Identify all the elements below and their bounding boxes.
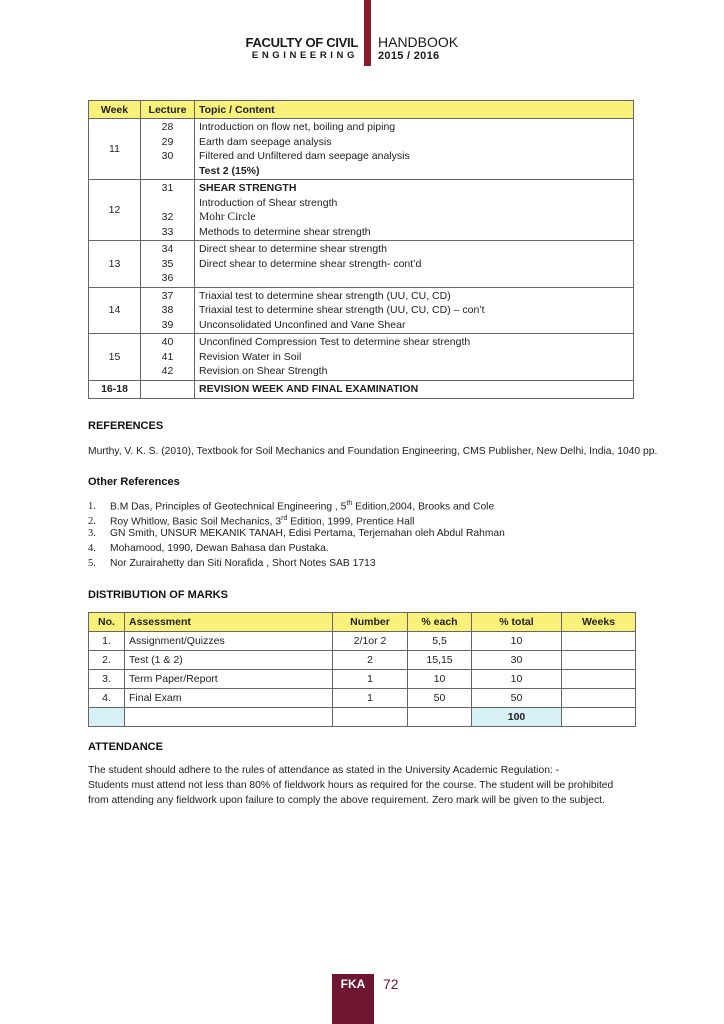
lecture-cell [141,180,195,241]
attendance-title: ATTENDANCE [88,741,163,753]
topic-cell [195,180,634,241]
col-assessment: Assessment [125,613,333,632]
topic-line: Revision on Shear Strength [199,365,328,377]
topic-line: Unconfined Compression Test to determine shear strength [199,336,471,348]
schedule-table [88,100,634,399]
each-cell: 10 [408,670,472,689]
topic-line: Triaxial test to determine shear strength (UU, CU, CD) – con’t [199,304,485,316]
total-blank [408,708,472,727]
col-topic: Topic / Content [195,101,634,119]
reference-text: Nor Zurairahetty dan Siti Norafida , Short Notes SAB 1713 [110,558,376,569]
lecture-number: 28 [161,121,174,133]
each-cell: 15,15 [408,651,472,670]
col-each: % each [408,613,472,632]
topic-line [199,271,629,286]
topic-line: Mohr Circle [199,211,256,223]
lecture-number: 41 [161,350,174,363]
assessment-cell: Term Paper/Report [125,670,333,689]
handbook-label: HANDBOOK [378,34,459,50]
reference-number: 2. [88,516,96,528]
weeks-cell [562,632,636,651]
topic-line: Triaxial test to determine shear strength (UU, CU, CD) [199,289,451,302]
marks-row [89,689,636,708]
attendance-line: The student should adhere to the rules of attendance as stated in the University Academic Regulation: - [88,765,560,776]
reference-text-post: Edition, 1999, Prentice Hall [287,516,415,528]
lecture-number: 37 [161,289,174,302]
weeks-cell [562,651,636,670]
header-divider-bar [364,0,371,66]
reference-item [88,526,505,541]
lecture-number: 36 [161,272,174,284]
topic-line: Direct shear to determine shear strength [199,243,387,255]
reference-text: Mohamood, 1990, Dewan Bahasa dan Pustaka. [110,543,329,554]
topic-cell [195,119,634,180]
no-cell: 3. [89,670,125,689]
lecture-number: 42 [161,365,174,377]
lecture-number: 40 [161,336,174,348]
reference-text: B.M Das, Principles of Geotechnical Engineering , 5 [110,501,347,513]
final-topic: REVISION WEEK AND FINAL EXAMINATION [195,380,634,398]
reference-item [88,511,505,526]
final-week: 16-18 [89,380,141,398]
week-cell: 13 [89,241,141,288]
week-cell: 11 [89,119,141,180]
topic-line: Earth dam seepage analysis [199,135,332,148]
reference-item [88,541,505,556]
topic-line: Revision Water in Soil [199,350,302,363]
lecture-number: 30 [161,150,174,162]
schedule-final-row [89,380,634,398]
reference-number: 4. [88,543,96,554]
reference-text-post: Edition,2004, Brooks and Cole [352,501,495,513]
reference-sup: th [346,500,353,507]
schedule-header-row [89,101,634,119]
total-cell: 30 [472,651,562,670]
final-lecture [141,380,195,398]
lecture-number: 39 [161,318,174,331]
marks-table [88,612,636,727]
other-references-title: Other References [88,476,180,488]
schedule-row [89,119,634,180]
lecture-cell [141,287,195,334]
lecture-number [145,196,190,211]
marks-row [89,651,636,670]
attendance-text [88,763,613,808]
topic-line: Test 2 (15%) [199,164,260,177]
attendance-line: from attending any fieldwork upon failure to comply the above requirement. Zero mark will be given to the subject. [88,795,605,806]
each-cell: 50 [408,689,472,708]
topic-line: Direct shear to determine shear strength- cont’d [199,257,422,270]
col-no: No. [89,613,125,632]
week-cell: 15 [89,334,141,381]
lecture-number: 34 [161,243,174,255]
week-cell: 14 [89,287,141,334]
handbook-title [378,34,458,63]
lecture-number [145,164,190,179]
col-week: Week [89,101,141,119]
topic-line: Unconsolidated Unconfined and Vane Shear [199,318,406,331]
number-cell: 2/1or 2 [333,632,408,651]
topic-cell [195,334,634,381]
faculty-line1: FACULTY OF CIVIL [245,35,358,50]
reference-number: 3. [88,528,96,539]
page-number: 72 [383,976,399,992]
marks-row [89,632,636,651]
faculty-title [246,36,358,62]
lecture-cell [141,241,195,288]
total-blank [125,708,333,727]
lecture-number: 29 [161,135,174,148]
other-references-list [88,496,505,571]
topic-line: Introduction on flow net, boiling and piping [199,121,396,133]
number-cell: 2 [333,651,408,670]
total-blank [89,708,125,727]
no-cell: 2. [89,651,125,670]
lecture-number: 33 [161,225,174,238]
distribution-title: DISTRIBUTION OF MARKS [88,589,228,601]
col-number: Number [333,613,408,632]
marks-total-row [89,708,636,727]
schedule-row [89,334,634,381]
col-weeks: Weeks [562,613,636,632]
lecture-number: 31 [161,182,174,194]
reference-item [88,556,505,571]
references-title: REFERENCES [88,420,164,432]
lecture-cell [141,119,195,180]
no-cell: 4. [89,689,125,708]
schedule-row [89,287,634,334]
handbook-year: 2015 / 2016 [378,50,440,62]
topic-cell [195,241,634,288]
col-lecture: Lecture [141,101,195,119]
col-total: % total [472,613,562,632]
total-cell: 10 [472,670,562,689]
number-cell: 1 [333,670,408,689]
week-cell: 12 [89,180,141,241]
total-blank [333,708,408,727]
reference-number: 5. [88,558,96,569]
no-cell: 1. [89,632,125,651]
topic-line: Introduction of Shear strength [199,196,338,209]
reference-text: GN Smith, UNSUR MEKANIK TANAH, Edisi Pertama, Terjemahan oleh Abdul Rahman [110,528,505,539]
footer-label: FKA [340,977,366,991]
topic-line: SHEAR STRENGTH [199,182,297,194]
assessment-cell: Assignment/Quizzes [125,632,333,651]
lecture-number: 32 [161,211,174,223]
total-cell: 50 [472,689,562,708]
each-cell: 5,5 [408,632,472,651]
schedule-row [89,241,634,288]
faculty-line2: ENGINEERING [251,50,358,61]
reference-item [88,496,505,511]
reference-number: 1. [88,501,96,513]
references-text: Murthy, V. K. S. (2010), Textbook for Soil Mechanics and Foundation Engineering, CMS Publisher, New Delhi, India, 1040 pp. [88,446,658,457]
reference-sup: rd [281,515,288,522]
topic-cell [195,287,634,334]
total-cell: 10 [472,632,562,651]
marks-header-row [89,613,636,632]
reference-text: Roy Whitlow, Basic Soil Mechanics, 3 [110,516,282,528]
attendance-line: Students must attend not less than 80% of fieldwork hours as required for the course. The student will be prohibited [88,780,614,791]
assessment-cell: Test (1 & 2) [125,651,333,670]
number-cell: 1 [333,689,408,708]
lecture-number: 35 [161,257,174,270]
marks-row [89,670,636,689]
topic-line: Filtered and Unfiltered dam seepage analysis [199,150,410,162]
total-blank [562,708,636,727]
total-value: 100 [472,708,562,727]
lecture-cell [141,334,195,381]
topic-line: Methods to determine shear strength [199,225,371,238]
weeks-cell [562,689,636,708]
assessment-cell: Final Exam [125,689,333,708]
lecture-number: 38 [161,304,174,316]
weeks-cell [562,670,636,689]
schedule-row [89,180,634,241]
